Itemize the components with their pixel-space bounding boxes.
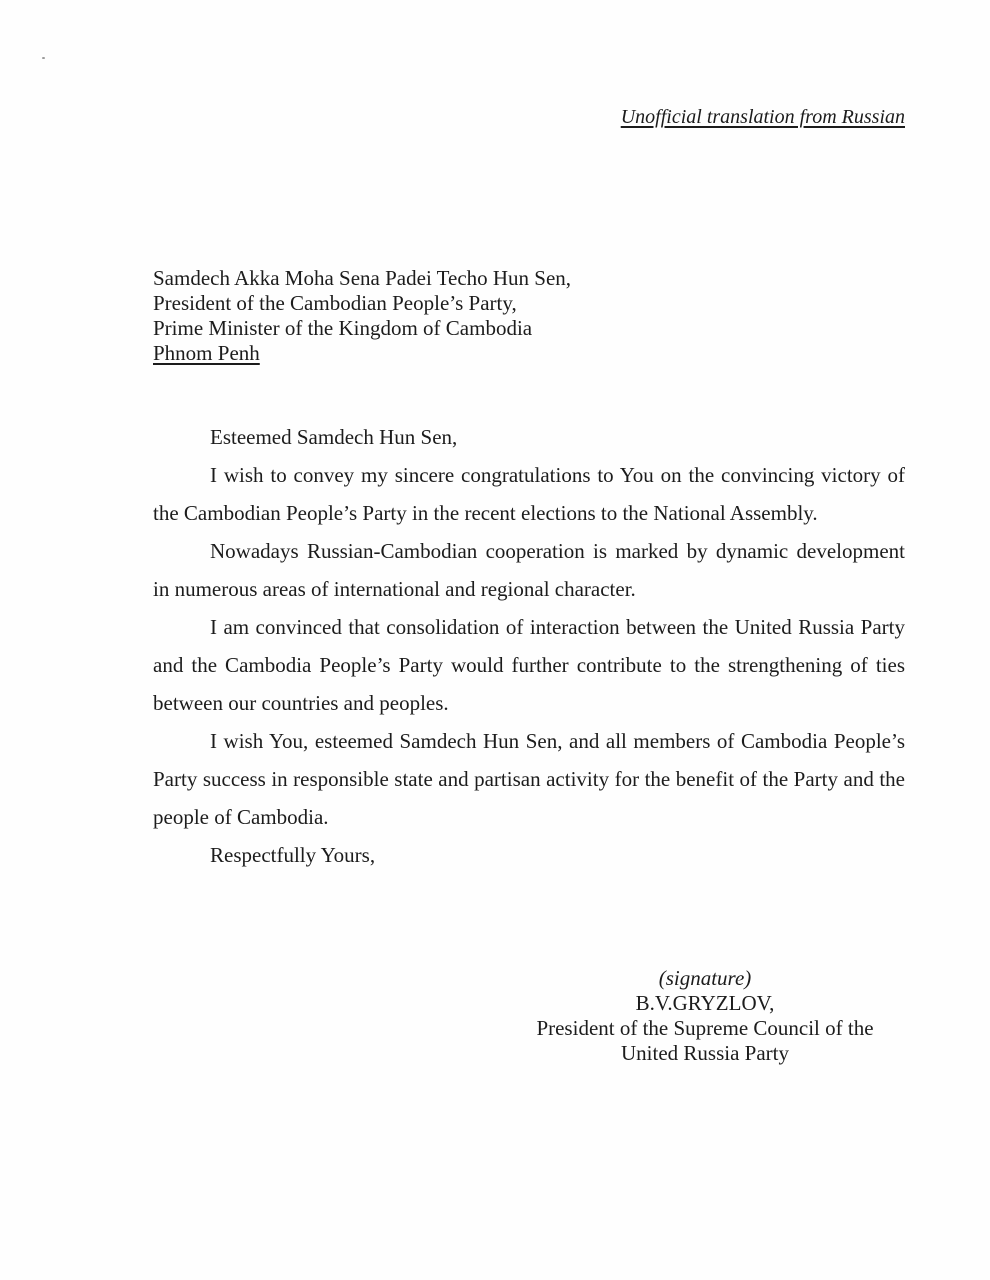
closing: Respectfully Yours, bbox=[210, 843, 376, 867]
letter-body bbox=[153, 418, 905, 874]
addressee-name: Samdech Akka Moha Sena Padei Techo Hun Sen, bbox=[153, 266, 572, 290]
addressee-city: Phnom Penh bbox=[153, 341, 260, 365]
body-paragraph-congratulations: I wish to convey my sincere congratulations to You on the convincing victory of the Cambodian People’s Party in the recent elections to the National Assembly. bbox=[153, 463, 905, 525]
signature-note: (signature) bbox=[658, 966, 752, 990]
scan-speck bbox=[42, 57, 45, 59]
signature-block bbox=[520, 966, 890, 1066]
body-paragraph-interaction: I am convinced that consolidation of interaction between the United Russia Party and the Cambodia People’s Party would further contribute to the strengthening of ties between our countries and peoples. bbox=[153, 615, 905, 715]
body-paragraph-cooperation: Nowadays Russian-Cambodian cooperation is marked by dynamic development in numerous areas of international and regional character. bbox=[153, 539, 905, 601]
signatory-name: B.V.GRYZLOV, bbox=[635, 991, 775, 1015]
translation-note: Unofficial translation from Russian bbox=[620, 106, 905, 128]
addressee-government-title: Prime Minister of the Kingdom of Cambodia bbox=[153, 316, 533, 340]
addressee-party-title: President of the Cambodian People’s Party, bbox=[153, 291, 517, 315]
body-paragraph-wishes: I wish You, esteemed Samdech Hun Sen, and all members of Cambodia People’s Party success in responsible state and partisan activity for the benefit of the Party and the people of Cambodia. bbox=[153, 729, 905, 829]
addressee-block bbox=[153, 266, 571, 366]
salutation: Esteemed Samdech Hun Sen, bbox=[210, 425, 458, 449]
signatory-title: President of the Supreme Council of the bbox=[536, 1016, 874, 1040]
signatory-party: United Russia Party bbox=[621, 1041, 789, 1065]
